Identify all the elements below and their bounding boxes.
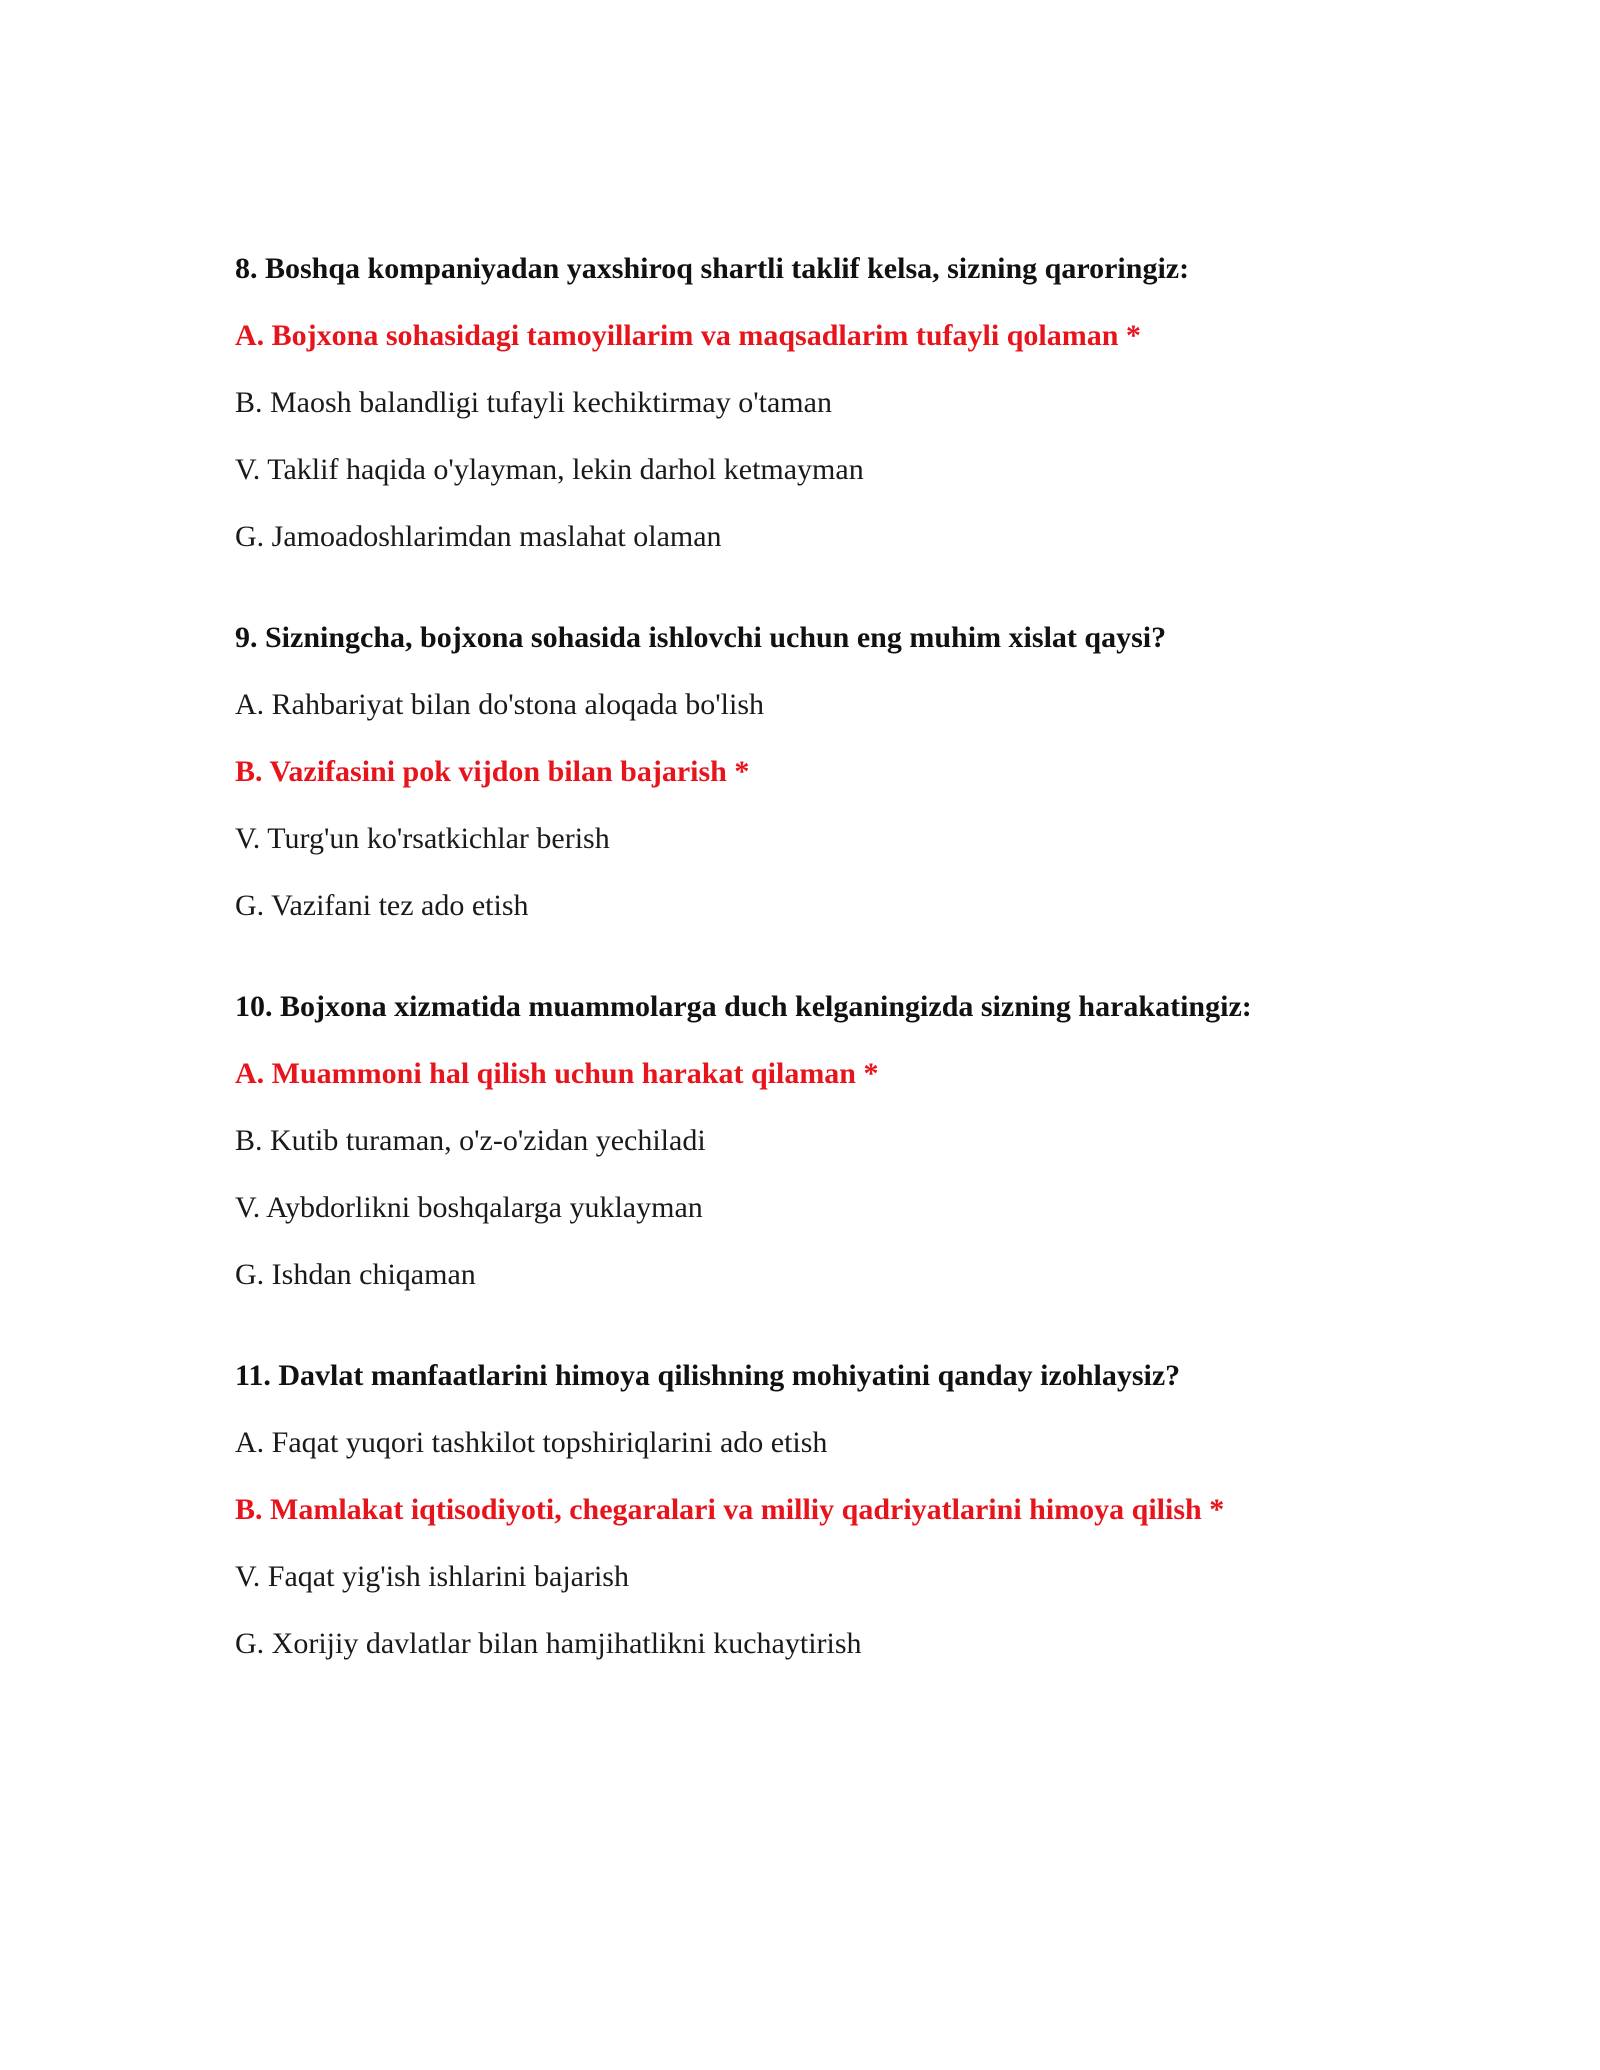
question-text: 10. Bojxona xizmatida muammolarga duch kelganingizda sizning harakatingiz: [235, 990, 1252, 1023]
option-correct: A. Bojxona sohasidagi tamoyillarim va maqsadlarim tufayli qolaman * [235, 319, 1141, 352]
option: G. Jamoadoshlarimdan maslahat olaman [235, 520, 722, 553]
option-correct: B. Vazifasini pok vijdon bilan bajarish * [235, 755, 750, 788]
option-correct: B. Mamlakat iqtisodiyoti, chegaralari va milliy qadriyatlarini himoya qilish * [235, 1493, 1225, 1526]
question-block-9 [235, 621, 1435, 923]
option: V. Faqat yig'ish ishlarini bajarish [235, 1560, 629, 1593]
option: G. Xorijiy davlatlar bilan hamjihatlikni kuchaytirish [235, 1627, 862, 1660]
question-text: 8. Boshqa kompaniyadan yaxshiroq shartli taklif kelsa, sizning qaroringiz: [235, 252, 1190, 285]
question-block-8 [235, 252, 1435, 554]
option: B. Maosh balandligi tufayli kechiktirmay o'taman [235, 386, 832, 419]
option: V. Aybdorlikni boshqalarga yuklayman [235, 1191, 703, 1224]
option: G. Ishdan chiqaman [235, 1258, 476, 1291]
question-text: 11. Davlat manfaatlarini himoya qilishning mohiyatini qanday izohlaysiz? [235, 1359, 1181, 1392]
option: B. Kutib turaman, o'z-o'zidan yechiladi [235, 1124, 706, 1157]
option: G. Vazifani tez ado etish [235, 889, 529, 922]
question-block-10 [235, 990, 1435, 1292]
question-text: 9. Sizningcha, bojxona sohasida ishlovchi uchun eng muhim xislat qaysi? [235, 621, 1167, 654]
option: A. Faqat yuqori tashkilot topshiriqlarini ado etish [235, 1426, 828, 1459]
question-list [235, 252, 1435, 1728]
question-block-11 [235, 1359, 1435, 1661]
option-correct: A. Muammoni hal qilish uchun harakat qilaman * [235, 1057, 879, 1090]
option: V. Turg'un ko'rsatkichlar berish [235, 822, 610, 855]
option: A. Rahbariyat bilan do'stona aloqada bo'lish [235, 688, 765, 721]
option: V. Taklif haqida o'ylayman, lekin darhol ketmayman [235, 453, 864, 486]
